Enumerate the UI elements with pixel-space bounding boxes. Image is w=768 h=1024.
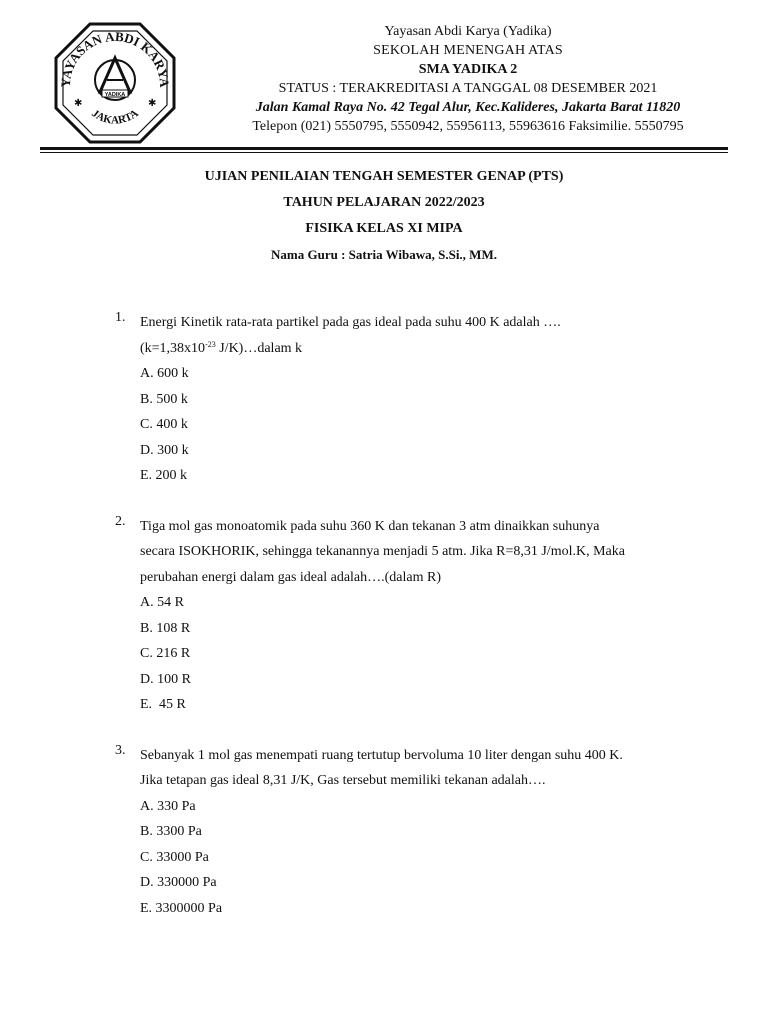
constant-base: (k=1,38x10 — [140, 340, 206, 356]
question-text — [140, 310, 715, 361]
option-e: E. 3300000 Pa — [140, 900, 223, 916]
constant-exponent: -23 — [205, 339, 216, 349]
question-number: 1. — [115, 310, 126, 325]
letterhead — [188, 22, 748, 136]
option-b: B. 3300 Pa — [140, 824, 202, 839]
question-1 — [115, 310, 715, 489]
school-name: SMA YADIKA 2 — [418, 62, 518, 77]
option-c: C. 33000 Pa — [140, 849, 209, 865]
school-level: SEKOLAH MENENGAH ATAS — [373, 43, 563, 58]
logo-star-right: ✱ — [148, 98, 157, 109]
question-line — [140, 336, 715, 362]
letterhead-divider-thin — [40, 152, 728, 153]
question-text — [140, 743, 715, 794]
letterhead-divider-thick — [40, 147, 728, 150]
school-address: Jalan Kamal Raya No. 42 Tegal Alur, Kec.Kalideres, Jakarta Barat 11820 — [255, 100, 681, 115]
logo-top-text: YAYASAN ABDI KARYA — [57, 28, 173, 88]
answer-options — [140, 794, 715, 922]
option-e: E. 200 k — [140, 468, 188, 483]
option-a: A. 330 Pa — [140, 798, 196, 814]
logo-bottom-text: JAKARTA — [89, 107, 141, 127]
logo-star-left: ✱ — [74, 98, 83, 109]
svg-text:JAKARTA — [89, 107, 141, 126]
question-line: Energi Kinetik rata-rata partikel pada gas ideal pada suhu 400 K adalah …. — [140, 315, 561, 330]
logo-emblem — [95, 58, 135, 100]
answer-options — [140, 590, 715, 718]
option-a: A. 600 k — [140, 366, 189, 381]
question-text — [140, 514, 715, 591]
question-2 — [115, 514, 715, 718]
option-a: A. 54 R — [140, 595, 184, 610]
teacher-name: Nama Guru : Satria Wibawa, S.Si., MM. — [271, 247, 497, 262]
question-line: Sebanyak 1 mol gas menempati ruang tertutup bervoluma 10 liter dengan suhu 400 K. — [140, 747, 623, 763]
question-3 — [115, 743, 715, 922]
option-e: E. 45 R — [140, 697, 186, 712]
answer-options — [140, 361, 715, 489]
question-line: Jika tetapan gas ideal 8,31 J/K, Gas tersebut memiliki tekanan adalah…. — [140, 773, 546, 788]
option-d: D. 330000 Pa — [140, 875, 217, 890]
constant-unit: J/K)…dalam k — [215, 340, 303, 356]
accreditation-status: STATUS : TERAKREDITASI A TANGGAL 08 DESEMBER 2021 — [278, 81, 658, 96]
question-number: 3. — [115, 742, 126, 758]
option-c: C. 216 R — [140, 646, 191, 661]
exam-title: UJIAN PENILAIAN TENGAH SEMESTER GENAP (PTS) — [204, 169, 564, 184]
option-d: D. 100 R — [140, 671, 191, 687]
question-line: Tiga mol gas monoatomik pada suhu 360 K dan tekanan 3 atm dinaikkan suhunya — [140, 518, 600, 534]
question-line: secara ISOKHORIK, sehingga tekanannya menjadi 5 atm. Jika R=8,31 J/mol.K, Maka — [140, 544, 625, 559]
question-list — [115, 310, 715, 946]
exam-header — [0, 164, 768, 268]
option-c: C. 400 k — [140, 417, 188, 432]
question-line: perubahan energi dalam gas ideal adalah….(dalam R) — [140, 569, 442, 585]
question-number: 2. — [115, 513, 126, 529]
school-phone: Telepon (021) 5550795, 5550942, 55956113, 55963616 Faksimilie. 5550795 — [252, 119, 684, 134]
option-b: B. 108 R — [140, 620, 191, 636]
option-d: D. 300 k — [140, 442, 189, 458]
foundation-name: Yayasan Abdi Karya (Yadika) — [384, 24, 552, 39]
option-b: B. 500 k — [140, 391, 188, 407]
exam-subject: FISIKA KELAS XI MIPA — [305, 221, 463, 236]
logo-inner-text: YADIKA — [104, 92, 126, 98]
school-logo — [50, 18, 180, 148]
academic-year: TAHUN PELAJARAN 2022/2023 — [283, 195, 485, 210]
